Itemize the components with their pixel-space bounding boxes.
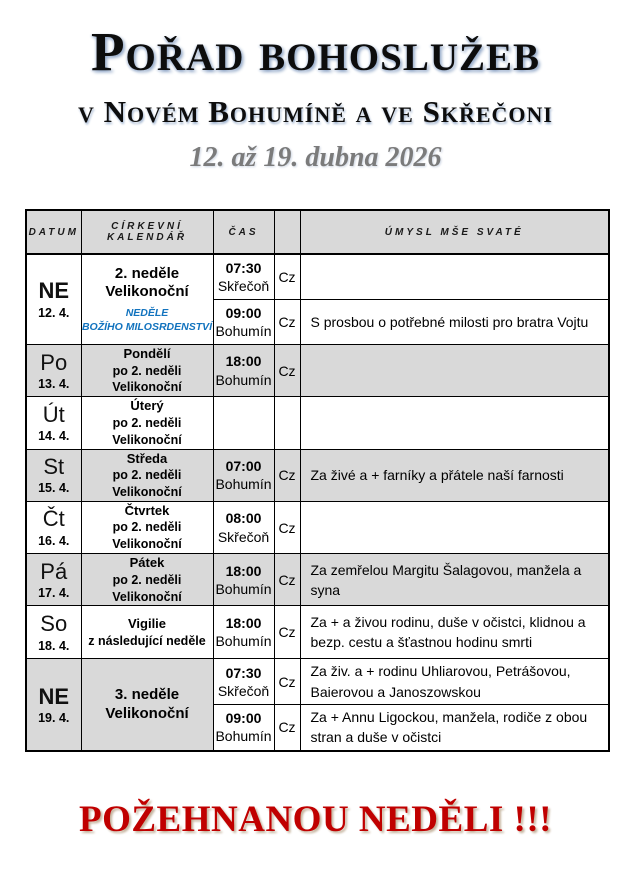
intention-cell (300, 501, 609, 553)
service-time: 18:00 (225, 615, 262, 632)
service-time: 07:00 (225, 458, 262, 475)
calendar-cell (81, 345, 213, 397)
language-cell: Cz (274, 705, 300, 751)
time-cell (213, 606, 274, 659)
intention-cell: Za živ. a + rodinu Uhliarovou, Petrášovou, Baierovou a Janoszowskou (300, 659, 609, 705)
service-time: 18:00 (225, 562, 262, 579)
calendar-line1: Úterý (130, 398, 164, 414)
calendar-line1: Pátek (129, 555, 165, 571)
calendar-cell (81, 254, 213, 345)
time-cell (213, 449, 274, 501)
day-abbrev: NE (38, 278, 70, 304)
day-cell (26, 501, 81, 553)
feast-note-line1: NEDĚLE (125, 307, 169, 320)
day-date: 19. 4. (38, 710, 70, 725)
language-cell: Cz (274, 254, 300, 300)
table-header-row (26, 210, 609, 254)
feast-name: 2. neděle Velikonoční (105, 264, 189, 301)
day-abbrev: NE (38, 683, 70, 709)
day-abbrev: Út (42, 401, 65, 427)
table-row (26, 554, 609, 606)
time-cell (213, 554, 274, 606)
table-row (26, 449, 609, 501)
time-cell (213, 300, 274, 345)
day-date: 15. 4. (38, 481, 70, 496)
table-row (26, 254, 609, 300)
service-place: Bohumín (215, 371, 272, 388)
service-time: 09:00 (225, 710, 262, 727)
service-place: Bohumín (215, 633, 272, 650)
column-header-umysl: ÚMYSL MŠE SVATÉ (300, 210, 609, 254)
service-time: 07:30 (225, 664, 262, 681)
language-cell (274, 397, 300, 449)
language-cell: Cz (274, 659, 300, 705)
day-date: 17. 4. (38, 585, 70, 600)
column-header-cas: ČAS (213, 210, 274, 254)
feast-note (82, 307, 213, 334)
service-place: Skřečoň (217, 278, 270, 294)
calendar-line2: po 2. neděli Velikonoční (112, 415, 182, 447)
service-place: Bohumín (215, 580, 272, 597)
intention-cell (300, 254, 609, 300)
calendar-cell (81, 449, 213, 501)
intention-cell: Za zemřelou Margitu Šalagovou, manžela a syna (300, 554, 609, 606)
calendar-line2: po 2. neděli Velikonoční (112, 468, 182, 500)
page-title: Pořad bohoslužeb (90, 21, 541, 82)
intention-cell (300, 345, 609, 397)
column-header-lang (274, 210, 300, 254)
day-cell (26, 254, 81, 345)
heading-block (0, 21, 631, 173)
service-place: Bohumín (215, 728, 272, 745)
calendar-cell (81, 397, 213, 449)
day-date: 12. 4. (38, 305, 70, 320)
calendar-line2: z následující neděle (88, 633, 206, 648)
intention-cell (300, 397, 609, 449)
day-date: 16. 4. (38, 533, 70, 548)
day-cell (26, 345, 81, 397)
language-cell: Cz (274, 606, 300, 659)
table-row (26, 606, 609, 659)
service-place: Skřečoň (217, 682, 270, 699)
intention-cell: Za živé a + farníky a přátele naší farnosti (300, 449, 609, 501)
language-cell: Cz (274, 501, 300, 553)
service-place: Bohumín (215, 323, 272, 339)
column-header-datum: DATUM (26, 210, 81, 254)
day-cell (26, 554, 81, 606)
service-time: 08:00 (225, 510, 262, 527)
calendar-line1: Středa (126, 450, 168, 466)
time-cell (213, 397, 274, 449)
time-cell (213, 254, 274, 300)
page-subtitle: v Novém Bohumíně a ve Skřečoni (78, 94, 553, 129)
calendar-line1: Vigilie (127, 616, 167, 632)
calendar-cell (81, 501, 213, 553)
calendar-line1: Čtvrtek (124, 502, 170, 518)
day-abbrev: Pá (40, 558, 68, 584)
service-place: Bohumín (215, 476, 272, 493)
feast-note-line2: BOŽÍHO MILOSRDENSTVÍ (81, 320, 213, 333)
day-cell (26, 606, 81, 659)
day-abbrev: So (40, 611, 68, 637)
day-cell (26, 449, 81, 501)
language-cell: Cz (274, 300, 300, 345)
service-time: 07:30 (225, 259, 262, 276)
time-cell (213, 659, 274, 705)
language-cell: Cz (274, 345, 300, 397)
day-abbrev: Po (40, 349, 68, 375)
schedule-table (25, 209, 610, 752)
calendar-line2: po 2. neděli Velikonoční (112, 363, 182, 395)
service-time: 09:00 (225, 304, 262, 321)
day-abbrev: Čt (42, 506, 65, 532)
intention-cell: Za + a živou rodinu, duše v očistci, klidnou a bezp. cestu a šťastnou hodinu smrti (300, 606, 609, 659)
day-abbrev: St (43, 454, 65, 480)
service-place: Skřečoň (217, 528, 270, 545)
time-cell (213, 705, 274, 751)
language-cell: Cz (274, 554, 300, 606)
service-time: 18:00 (225, 353, 262, 370)
table-row (26, 345, 609, 397)
table-row (26, 501, 609, 553)
feast-name: 3. neděle Velikonoční (105, 685, 189, 722)
column-header-kalendar: CÍRKEVNÍ KALENDÁŘ (81, 210, 213, 254)
table-row (26, 659, 609, 705)
calendar-line2: po 2. neděli Velikonoční (112, 572, 182, 604)
calendar-cell (81, 606, 213, 659)
calendar-line2: po 2. neděli Velikonoční (112, 520, 182, 552)
intention-cell: Za + Annu Ligockou, manžela, rodiče z obou stran a duše v očistci (300, 705, 609, 751)
blessing-message: POŽEHNANOU NEDĚLI !!! (78, 798, 553, 840)
calendar-cell (81, 659, 213, 751)
time-cell (213, 501, 274, 553)
calendar-line1: Pondělí (123, 346, 171, 361)
day-cell (26, 659, 81, 751)
day-date: 14. 4. (38, 428, 70, 443)
table-row (26, 397, 609, 449)
intention-cell: S prosbou o potřebné milosti pro bratra Vojtu (300, 300, 609, 345)
date-range: 12. až 19. dubna 2026 (189, 142, 442, 173)
day-date: 18. 4. (38, 638, 70, 653)
day-date: 13. 4. (38, 376, 70, 391)
day-cell (26, 397, 81, 449)
time-cell (213, 345, 274, 397)
language-cell: Cz (274, 449, 300, 501)
calendar-cell (81, 554, 213, 606)
